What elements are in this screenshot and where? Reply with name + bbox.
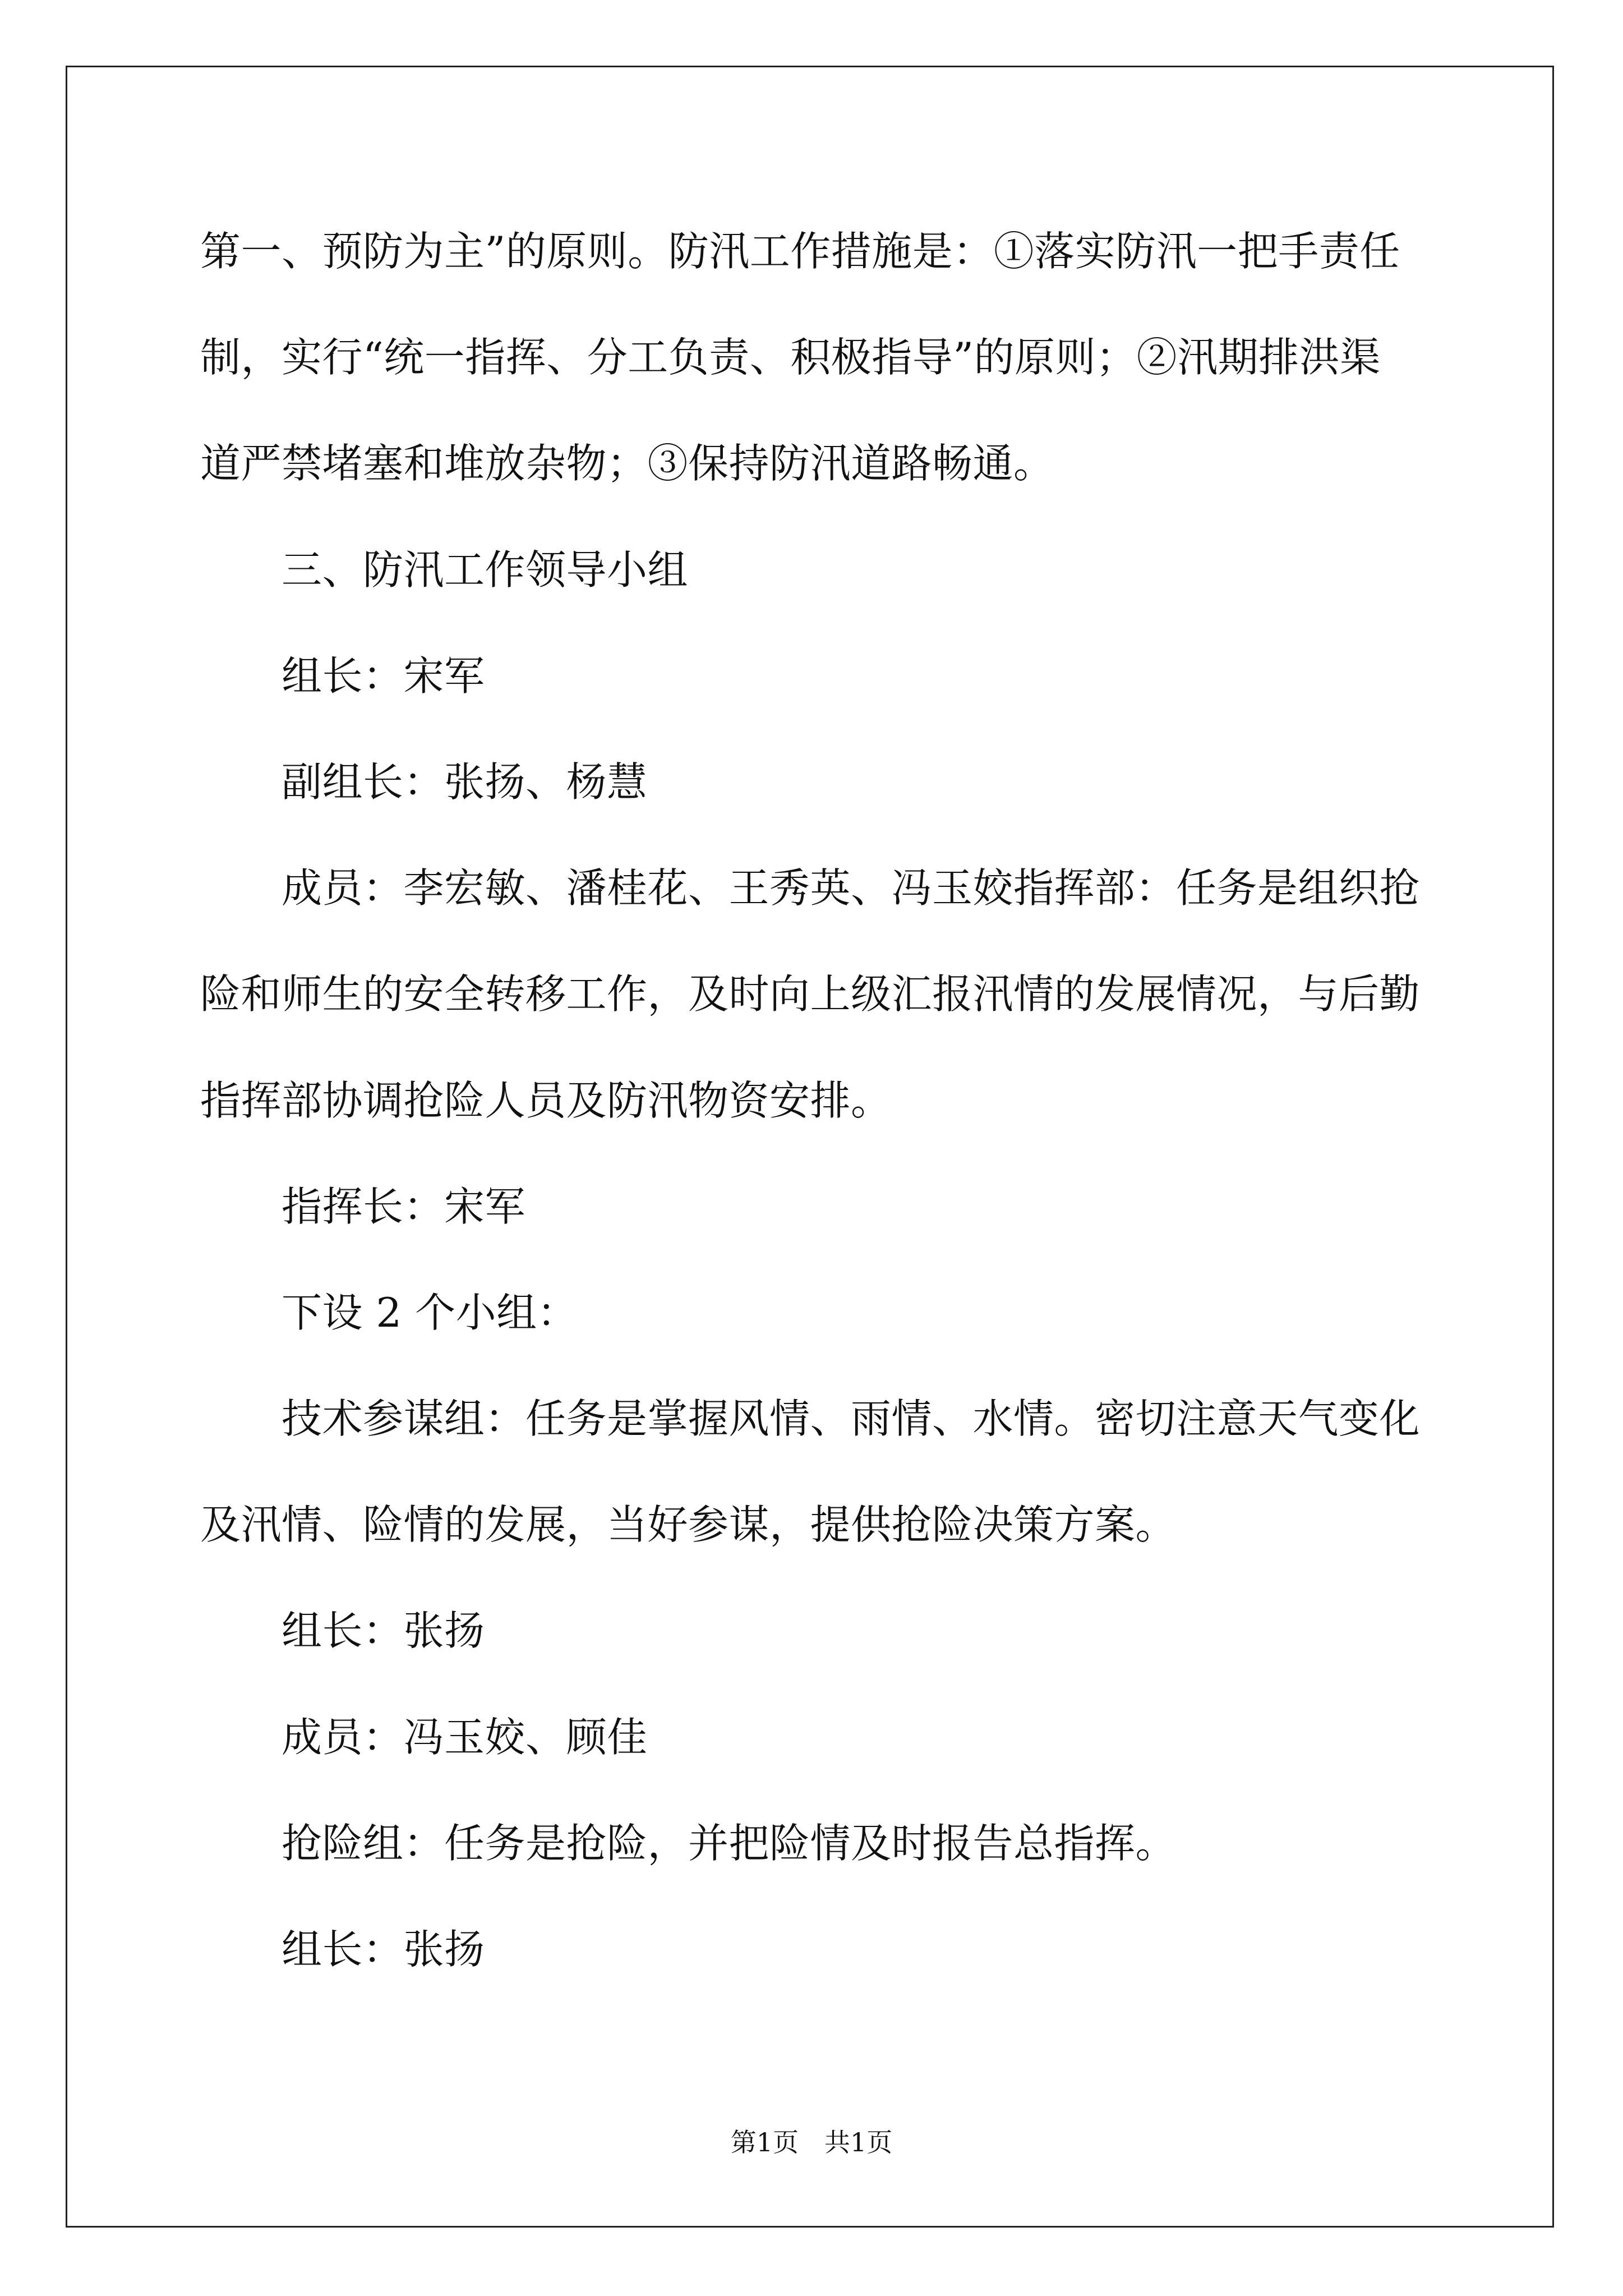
paragraph-line: 技术参谋组：任务是掌握风情、雨情、水情。密切注意天气变化 [282, 1395, 1421, 1443]
section-heading-text: 三、防汛工作领导小组 [282, 546, 689, 593]
paragraph [200, 1685, 1490, 1791]
paragraph-line: 及汛情、险情的发展，当好参谋，提供抢险决策方案。 [200, 1501, 1177, 1549]
paragraph-line: 道严禁堵塞和堆放杂物；③保持防汛道路畅通。 [200, 440, 1054, 487]
paragraph-line: 抢险组：任务是抢险，并把险情及时报告总指挥。 [282, 1819, 1177, 1867]
page-number-footer: 第1页 共1页 [730, 2127, 893, 2157]
paragraph-line: 组长：张扬 [282, 1607, 485, 1655]
paragraph-line: 制，实行“统一指挥、分工负责、积极指导”的原则；②汛期排洪渠 [200, 334, 1381, 381]
paragraph [200, 1260, 1490, 1366]
paragraph-line: 副组长：张扬、杨慧 [282, 758, 648, 806]
paragraph [200, 1897, 1490, 2003]
continued-paragraph [200, 199, 1490, 517]
paragraph-line: 成员：冯玉姣、顾佳 [282, 1713, 648, 1761]
paragraph-line: 第一、预防为主”的原则。防汛工作措施是：①落实防汛一把手责任 [200, 228, 1400, 275]
document-body [200, 199, 1490, 2003]
paragraph-line: 指挥部协调抢险人员及防汛物资安排。 [200, 1076, 892, 1124]
section-heading [200, 517, 1490, 623]
paragraph-line: 组长：宋军 [282, 652, 485, 700]
paragraph [200, 1154, 1490, 1260]
paragraph [200, 1366, 1490, 1578]
paragraph [200, 1578, 1490, 1684]
paragraph [200, 729, 1490, 835]
paragraph [200, 623, 1490, 729]
paragraph [200, 835, 1490, 1154]
paragraph-line: 组长：张扬 [282, 1926, 485, 1973]
paragraph-line: 指挥长：宋军 [282, 1182, 526, 1230]
paragraph-line: 险和师生的安全转移工作，及时向上级汇报汛情的发展情况，与后勤 [200, 970, 1421, 1018]
paragraph-line: 下设 2 个小组： [282, 1289, 578, 1336]
paragraph-line: 成员：李宏敏、潘桂花、王秀英、冯玉姣指挥部：任务是组织抢 [282, 864, 1421, 912]
paragraph [200, 1791, 1490, 1897]
